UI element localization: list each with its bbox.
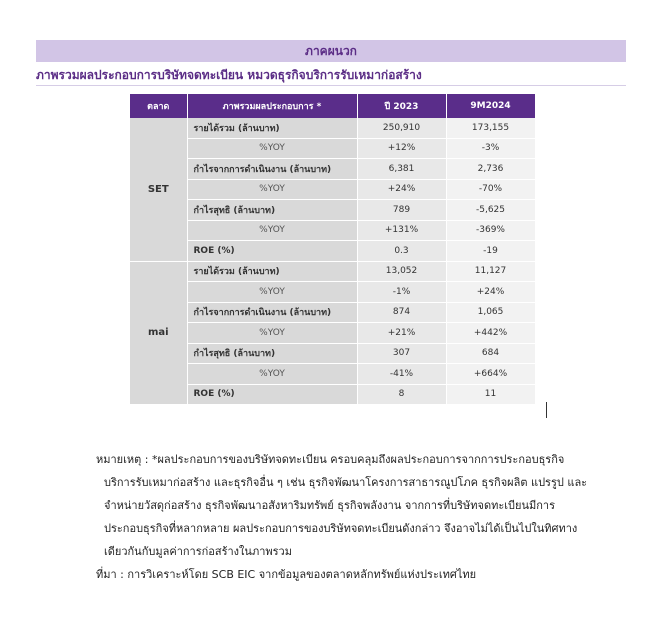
section-header: ภาคผนวก [36, 40, 626, 62]
metric-cell: %YOY [187, 220, 357, 241]
table-header-row [130, 94, 535, 118]
value-2023-cell: +12% [357, 138, 446, 159]
value-2023-cell: -1% [357, 282, 446, 303]
table-row [130, 343, 535, 364]
page-subtitle: ภาพรวมผลประกอบการบริษัทจดทะเบียน หมวดธุรกิจบริการรับเหมาก่อสร้าง [36, 68, 422, 82]
source-line: ที่มา : การวิเคราะห์โดย SCB EIC จากข้อมูลของตลาดหลักทรัพย์แห่งประเทศไทย [96, 568, 477, 581]
value-9m2024-cell: -70% [446, 179, 535, 200]
metric-cell: %YOY [187, 282, 357, 303]
metric-cell: กำไรจากการดำเนินงาน (ล้านบาท) [187, 159, 357, 180]
market-cell: mai [130, 261, 187, 405]
value-2023-cell: 13,052 [357, 261, 446, 282]
metric-cell: รายได้รวม (ล้านบาท) [187, 261, 357, 282]
metric-cell: %YOY [187, 179, 357, 200]
value-9m2024-cell: 11,127 [446, 261, 535, 282]
value-2023-cell: 874 [357, 302, 446, 323]
metric-cell: กำไรสุทธิ (ล้านบาท) [187, 200, 357, 221]
metric-cell: กำไรจากการดำเนินงาน (ล้านบาท) [187, 302, 357, 323]
value-2023-cell: 789 [357, 200, 446, 221]
metric-cell: กำไรสุทธิ (ล้านบาท) [187, 343, 357, 364]
table-row [130, 220, 535, 241]
table-row [130, 384, 535, 405]
value-2023-cell: +24% [357, 179, 446, 200]
header-9m2024: 9M2024 [446, 94, 535, 118]
results-table [130, 94, 536, 405]
table-row [130, 179, 535, 200]
metric-cell: %YOY [187, 364, 357, 385]
table-row [130, 261, 535, 282]
header-market: ตลาด [130, 94, 187, 118]
value-9m2024-cell: +664% [446, 364, 535, 385]
notes-block [96, 448, 636, 586]
table-row [130, 118, 535, 138]
value-2023-cell: 8 [357, 384, 446, 405]
header-metric: ภาพรวมผลประกอบการ * [187, 94, 357, 118]
table-row [130, 200, 535, 221]
metric-cell: รายได้รวม (ล้านบาท) [187, 118, 357, 138]
value-2023-cell: 0.3 [357, 241, 446, 262]
value-9m2024-cell: -19 [446, 241, 535, 262]
metric-cell: %YOY [187, 323, 357, 344]
value-9m2024-cell: 173,155 [446, 118, 535, 138]
table-row [130, 364, 535, 385]
value-9m2024-cell: -369% [446, 220, 535, 241]
table-row [130, 159, 535, 180]
market-cell: SET [130, 118, 187, 261]
value-2023-cell: +21% [357, 323, 446, 344]
table-row [130, 282, 535, 303]
value-2023-cell: -41% [357, 364, 446, 385]
value-2023-cell: +131% [357, 220, 446, 241]
note-line: เดียวกันกับมูลค่าการก่อสร้างในภาพรวม [104, 545, 292, 558]
value-9m2024-cell: 684 [446, 343, 535, 364]
note-line: บริการรับเหมาก่อสร้าง และธุรกิจอื่น ๆ เช่น ธุรกิจพัฒนาโครงการสาธารณูปโภค ธุรกิจผลิต แปรรูป และ [104, 476, 588, 489]
value-9m2024-cell: -3% [446, 138, 535, 159]
table-row [130, 302, 535, 323]
value-2023-cell: 307 [357, 343, 446, 364]
metric-cell: ROE (%) [187, 384, 357, 405]
table-row [130, 138, 535, 159]
metric-cell: %YOY [187, 138, 357, 159]
header-year-2023: ปี 2023 [357, 94, 446, 118]
value-9m2024-cell: 1,065 [446, 302, 535, 323]
value-9m2024-cell: 2,736 [446, 159, 535, 180]
table-row [130, 323, 535, 344]
table-row [130, 241, 535, 262]
text-cursor [546, 402, 547, 418]
value-9m2024-cell: +442% [446, 323, 535, 344]
metric-cell: ROE (%) [187, 241, 357, 262]
note-line: ประกอบธุรกิจที่หลากหลาย ผลประกอบการของบริษัทจดทะเบียนดังกล่าว จึงอาจไม่ได้เป็นไปในทิศทาง [104, 522, 578, 535]
value-2023-cell: 6,381 [357, 159, 446, 180]
table-body [130, 118, 535, 405]
value-9m2024-cell: 11 [446, 384, 535, 405]
note-line: จำหน่ายวัสดุก่อสร้าง ธุรกิจพัฒนาอสังหาริมทรัพย์ ธุรกิจพลังงาน จากการที่บริษัทจดทะเบียนมีการ [104, 499, 555, 512]
value-9m2024-cell: -5,625 [446, 200, 535, 221]
value-9m2024-cell: +24% [446, 282, 535, 303]
value-2023-cell: 250,910 [357, 118, 446, 138]
note-line: หมายเหตุ : *ผลประกอบการของบริษัทจดทะเบียน ครอบคลุมถึงผลประกอบการจากการประกอบธุรกิจ [96, 453, 565, 466]
subtitle-divider [36, 85, 626, 86]
